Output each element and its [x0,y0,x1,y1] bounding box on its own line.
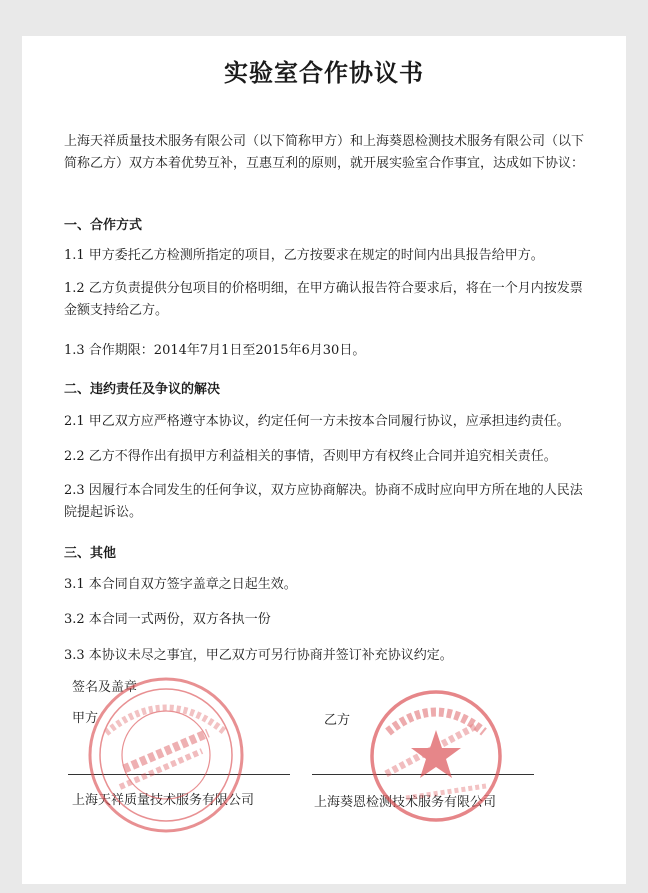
section-heading-2: 二、违约责任及争议的解决 [64,382,221,397]
document-title: 实验室合作协议书 [224,59,424,87]
party-a-company-seal [84,673,248,837]
clause-1-1: 1.1 甲方委托乙方检测所指定的项目，乙方按要求在规定的时间内出具报告给甲方。 [64,248,544,263]
clause-3-3: 3.3 本协议未尽之事宜，甲乙双方可另行协商并签订补充协议约定。 [64,648,453,663]
party-b-company-seal [366,686,506,826]
party-a-company: 上海天祥质量技术服务有限公司 [72,793,255,808]
document-page [22,36,626,884]
clause-3-1: 3.1 本合同自双方签字盖章之日起生效。 [64,577,297,592]
party-b-company: 上海葵恩检测技术服务有限公司 [314,795,497,810]
clause-2-1: 2.1 甲乙双方应严格遵守本协议，约定任何一方未按本合同履行协议，应承担违约责任。 [64,414,570,429]
intro-paragraph: 上海天祥质量技术服务有限公司（以下简称甲方）和上海葵恩检测技术服务有限公司（以下简称乙方）双方本着优势互补，互惠互利的原则，就开展实验室合作事宜，达成如下协议： [64,134,585,171]
signature-label: 签名及盖章 [72,680,138,695]
clause-2-3: 2.3 因履行本合同发生的任何争议，双方应协商解决。协商不成时应向甲方所在地的人民法院提起诉讼。 [64,483,583,520]
clause-3-2: 3.2 本合同一式两份，双方各执一份 [64,612,271,627]
section-heading-1: 一、合作方式 [64,218,143,233]
clause-1-3: 1.3 合作期限：2014年7月1日至2015年6月30日。 [64,343,366,358]
section-heading-3: 三、其他 [64,546,117,561]
clause-1-2: 1.2 乙方负责提供分包项目的价格明细，在甲方确认报告符合要求后，将在一个月内按发票金额支持给乙方。 [64,281,583,318]
party-b-label: 乙方 [324,713,351,728]
clause-2-2: 2.2 乙方不得作出有损甲方利益相关的事情，否则甲方有权终止合同并追究相关责任。 [64,449,557,464]
party-a-label: 甲方 [72,711,99,726]
